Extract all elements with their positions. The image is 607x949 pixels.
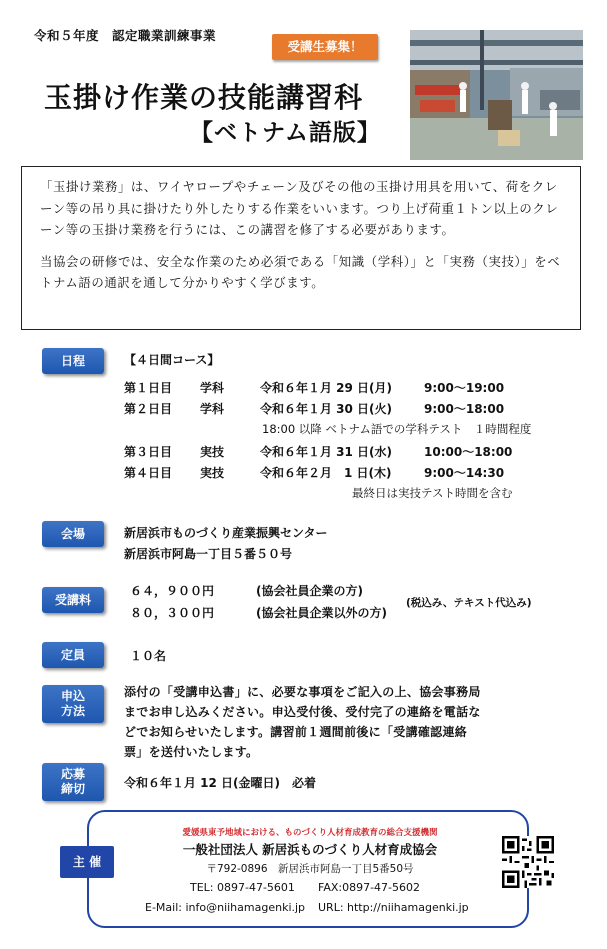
day1-time: 9:00～19:00 [424, 381, 505, 395]
apply-label-line2: 方法 [60, 704, 85, 718]
apply-label [42, 685, 104, 723]
capacity-label: 定員 [42, 642, 104, 668]
day4-time: 9:00～14:30 [424, 466, 505, 480]
day4-date: 令和６年２月 1 日(木) [260, 466, 392, 480]
deadline-label [42, 763, 104, 801]
venue-name: 新居浜市ものづくり産業振興センター [124, 526, 328, 540]
fee-nonmember-amount: ８０，３００円 [130, 606, 215, 620]
sponsor-label: 主 催 [60, 846, 114, 878]
day3-type: 実技 [200, 445, 225, 459]
day3-label: 第３日目 [124, 445, 173, 459]
intro-paragraph-2: 当協会の研修では、安全な作業のため必須である「知識（学科）」と「実務（実技）」をベトナム語の通訳を通して分かりやすく学びます。 [40, 253, 561, 290]
day3-date: 令和６年１月 31 日(水) [260, 445, 393, 459]
fee-label: 受講料 [42, 587, 104, 613]
year-line: 令和５年度 認定職業訓練事業 [34, 28, 217, 43]
deadline-label-line1: 応募 [60, 767, 85, 781]
day2-label: 第２日目 [124, 402, 173, 416]
day2-type: 学科 [200, 402, 225, 416]
fee-tax-note: (税込み、テキスト代込み) [406, 597, 532, 609]
day4-label: 第４日目 [124, 466, 173, 480]
apply-line-2: までお申し込みください。申込受付後、受付完了の連絡を電話な [124, 705, 481, 719]
intro-box [21, 166, 581, 330]
apply-label-line1: 申込 [60, 689, 85, 703]
day2-time: 9:00～18:00 [424, 402, 505, 416]
footer-tel: TEL: 0897-47-5601 [190, 881, 295, 894]
page-subtitle: 【ベトナム語版】 [190, 120, 381, 146]
day3-time: 10:00～18:00 [424, 445, 513, 459]
page-title: 玉掛け作業の技能講習科 [44, 81, 364, 114]
footer-url-link[interactable]: URL: http://niihamagenki.jp [318, 901, 469, 914]
apply-line-3: どでお知らせいたします。講習前１週間前後に「受講確認連絡 [124, 725, 468, 739]
qr-code-icon [502, 836, 554, 888]
day4-note: 最終日は実技テスト時間を含む [352, 486, 513, 500]
recruit-badge: 受講生募集！ [272, 34, 378, 60]
schedule-label: 日程 [42, 348, 104, 374]
deadline-value: 令和６年１月 12 日(金曜日) 必着 [124, 776, 317, 790]
venue-label: 会場 [42, 521, 104, 547]
day4-type: 実技 [200, 466, 225, 480]
course-name: 【４日間コース】 [124, 353, 220, 367]
day2-date: 令和６年１月 30 日(火) [260, 402, 393, 416]
footer-fax: FAX:0897-47-5602 [318, 881, 421, 894]
intro-paragraph-1: 「玉掛け業務」は、ワイヤロープやチェーン及びその他の玉掛け用具を用いて、荷をクレーン等の吊り具に掛けたり外したりする作業をいいます。つり上げ荷重１トン以上のクレーン等の玉掛け業務を行うには、この講習を修了する必要があります。 [40, 179, 559, 237]
day1-type: 学科 [200, 381, 225, 395]
footer-address: 〒792-0896 新居浜市阿島一丁目5番50号 [206, 863, 414, 875]
footer-email-link[interactable]: E-Mail: info@niihamagenki.jp [145, 901, 306, 914]
apply-line-4: 票」を送付いたします。 [124, 745, 259, 759]
apply-line-1: 添付の「受講申込書」に、必要な事項をご記入の上、協会事務局 [124, 685, 481, 699]
day1-label: 第１日目 [124, 381, 173, 395]
deadline-label-line2: 締切 [60, 782, 85, 796]
footer-tagline: 愛媛県東予地域における、ものづくり人材育成教育の総合支援機関 [182, 828, 438, 838]
day2-note: 18:00 以降 ベトナム語での学科テスト １時間程度 [262, 422, 532, 436]
fee-member-desc: (協会社員企業の方) [256, 584, 363, 598]
footer-org-name: 一般社団法人 新居浜ものづくり人材育成協会 [182, 842, 438, 857]
fee-member-amount: ６４，９００円 [130, 584, 215, 598]
venue-address: 新居浜市阿島一丁目５番５０号 [124, 547, 293, 561]
factory-photo [410, 30, 583, 160]
capacity-value: １０名 [130, 649, 167, 663]
fee-nonmember-desc: (協会社員企業以外の方) [256, 606, 387, 620]
day1-date: 令和６年１月 29 日(月) [260, 381, 393, 395]
